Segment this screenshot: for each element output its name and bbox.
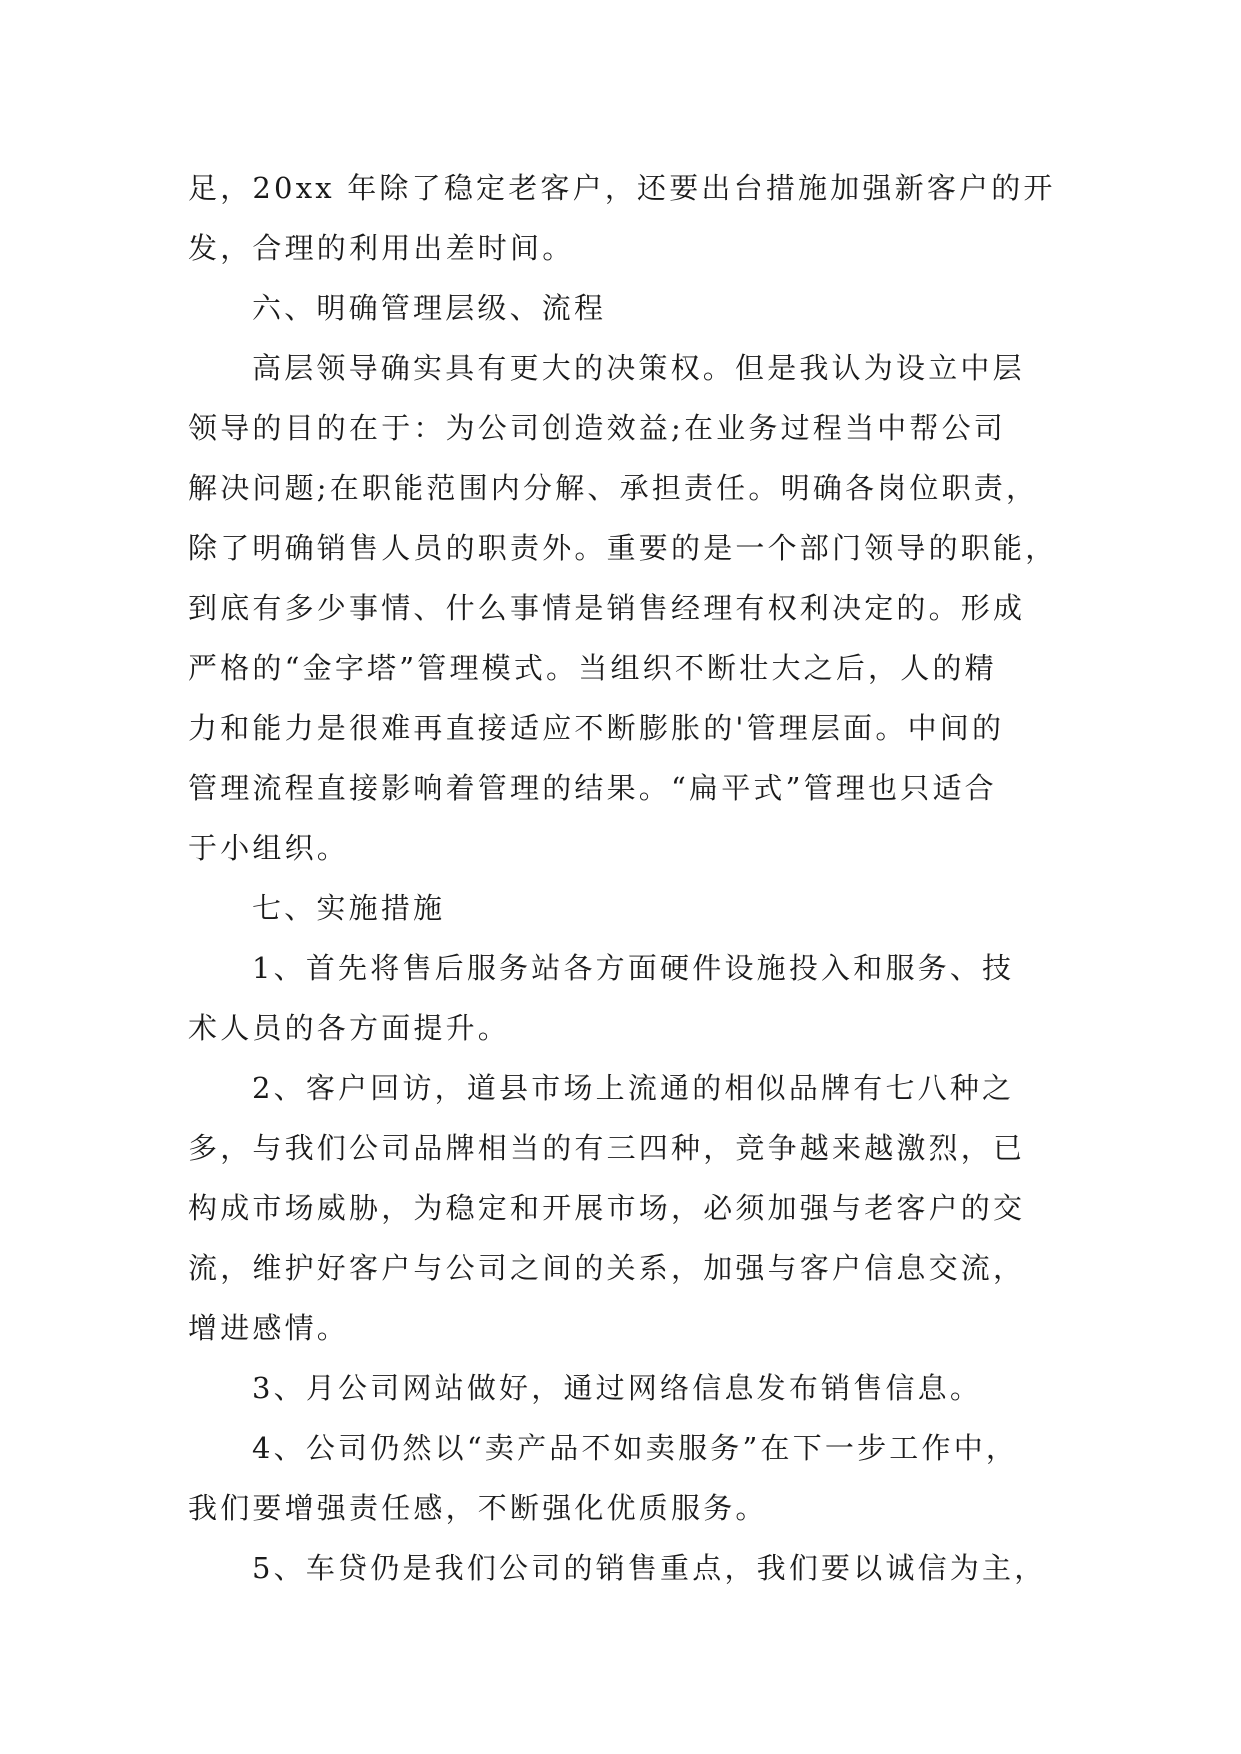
text-line: 解决问题;在职能范围内分解、承担责任。明确各岗位职责， (188, 471, 1039, 505)
list-item-first-line: 3、月公司网站做好，通过网络信息发布销售信息。 (252, 1371, 983, 1405)
text-line: 于小组织。 (188, 831, 350, 865)
text-line: 管理流程直接影响着管理的结果。“扁平式”管理也只适合 (188, 771, 997, 805)
list-item-first-line: 2、客户回访，道县市场上流通的相似品牌有七八种之 (252, 1071, 1015, 1105)
text-line: 流，维护好客户与公司之间的关系，加强与客户信息交流， (188, 1251, 1026, 1285)
section-heading: 七、实施措施 (252, 891, 446, 925)
text-line: 我们要增强责任感，不断强化优质服务。 (188, 1491, 768, 1525)
paragraph-first-line: 高层领导确实具有更大的决策权。但是我认为设立中层 (252, 351, 1025, 385)
text-line: 严格的“金字塔”管理模式。当组织不断壮大之后，人的精 (188, 651, 997, 685)
text-line: 除了明确销售人员的职责外。重要的是一个部门领导的职能， (188, 531, 1058, 565)
section-heading: 六、明确管理层级、流程 (252, 291, 607, 325)
list-item-first-line: 4、公司仍然以“卖产品不如卖服务”在下一步工作中， (252, 1431, 1019, 1465)
text-line: 力和能力是很难再直接适应不断膨胀的'管理层面。中间的 (188, 711, 1005, 745)
text-line: 术人员的各方面提升。 (188, 1011, 511, 1045)
text-line: 多，与我们公司品牌相当的有三四种，竞争越来越激烈，已 (188, 1131, 1026, 1165)
list-item-first-line: 5、车贷仍是我们公司的销售重点，我们要以诚信为主， (252, 1551, 1047, 1585)
text-line: 发，合理的利用出差时间。 (188, 231, 575, 265)
text-line: 到底有多少事情、什么事情是销售经理有权利决定的。形成 (188, 591, 1026, 625)
text-line: 增进感情。 (188, 1311, 350, 1345)
text-line: 构成市场威胁，为稳定和开展市场，必须加强与老客户的交 (188, 1191, 1026, 1225)
list-item-first-line: 1、首先将售后服务站各方面硬件设施投入和服务、技 (252, 951, 1015, 985)
document-body (188, 158, 1058, 1598)
text-line: 领导的目的在于：为公司创造效益;在业务过程当中帮公司 (188, 411, 1006, 445)
text-line: 足，20xx 年除了稳定老客户，还要出台措施加强新客户的开 (188, 171, 1056, 205)
